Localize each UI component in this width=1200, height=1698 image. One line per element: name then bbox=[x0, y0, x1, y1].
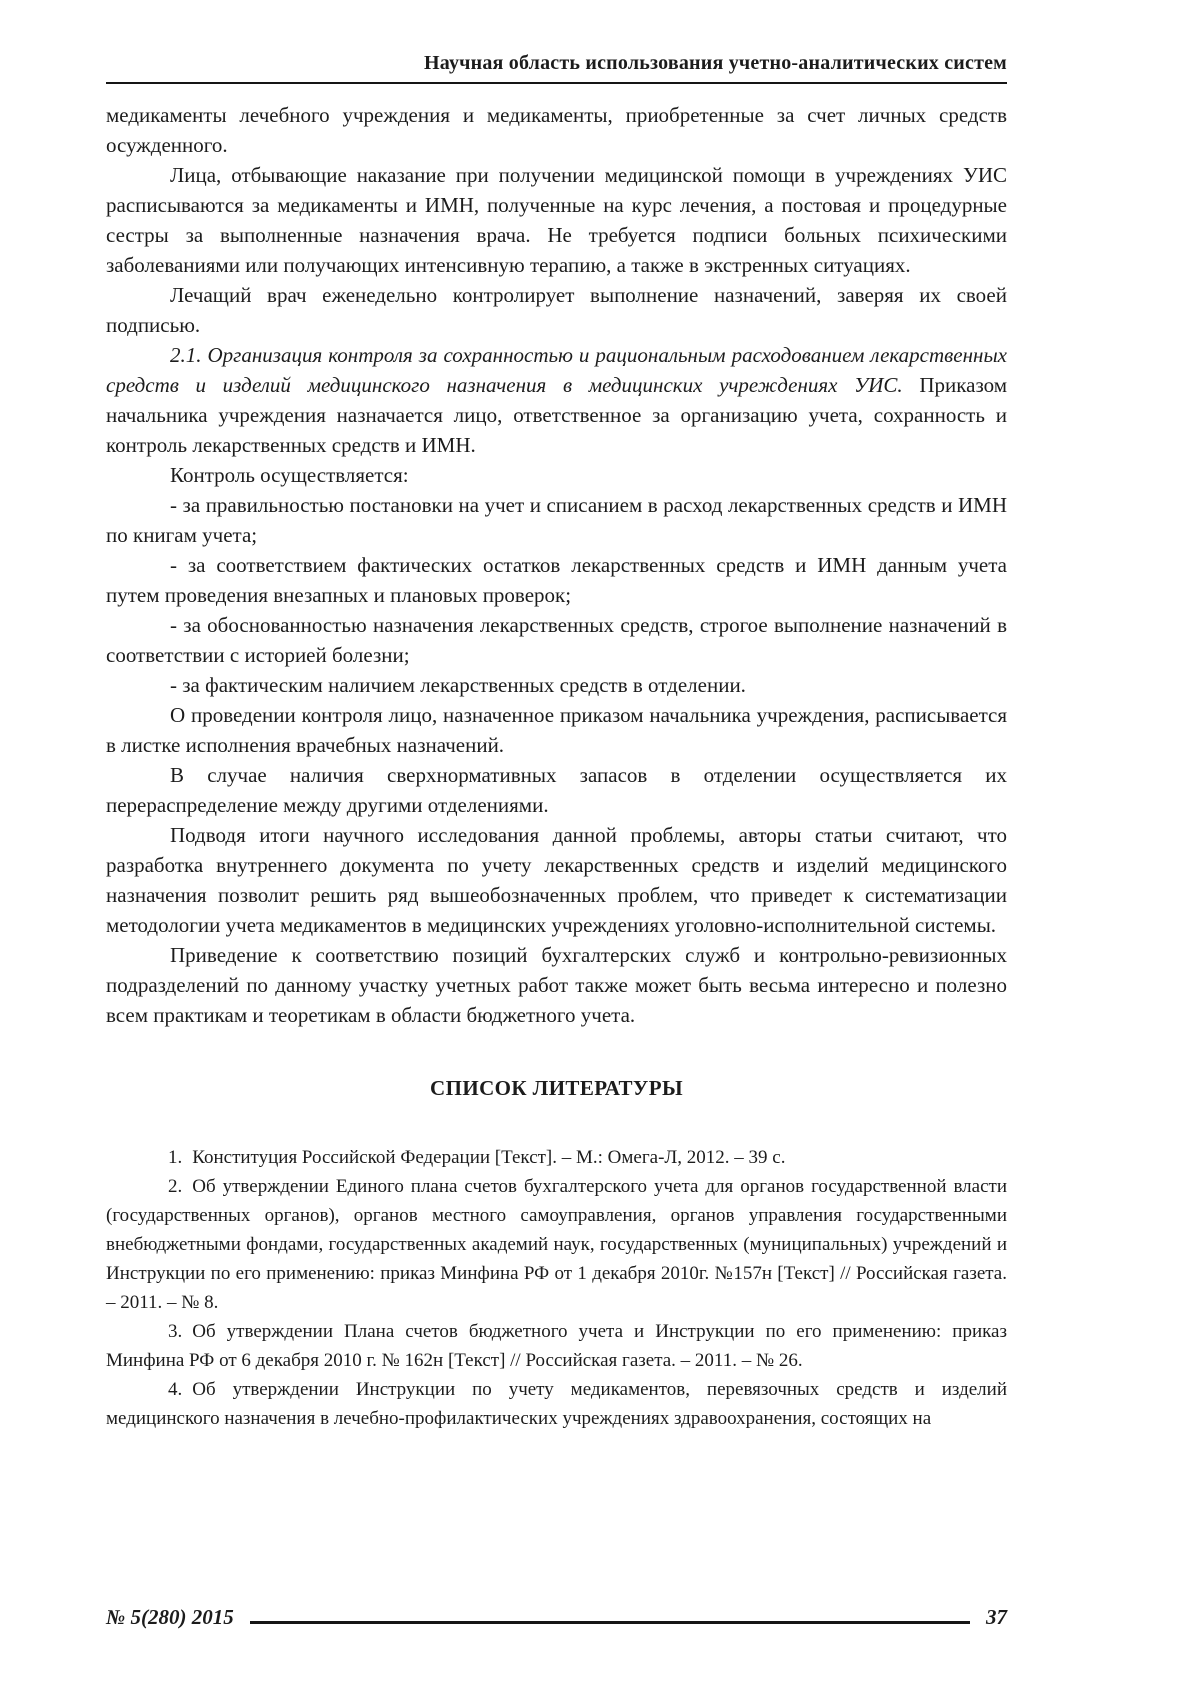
paragraph: Лечащий врач еженедельно контролирует выполнение назначений, заверяя их своей подписью. bbox=[106, 283, 1007, 337]
running-header-title: Научная область использования учетно-аналитических систем bbox=[424, 52, 1007, 74]
paragraph-section-2-1 bbox=[106, 340, 1007, 460]
reference-item bbox=[106, 1172, 1007, 1317]
reference-number: 3. bbox=[168, 1321, 183, 1342]
paragraph: О проведении контроля лицо, назначенное приказом начальника учреждения, расписывается в листке исполнения врачебных назначений. bbox=[106, 703, 1007, 757]
reference-text: Конституция Российской Федерации [Текст]. – М.: Омега-Л, 2012. – 39 с. bbox=[192, 1147, 786, 1168]
paragraph: Подводя итоги научного исследования данной проблемы, авторы статьи считают, что разработка внутреннего документа по учету лекарственных средств и изделий медицинского назначения позволит решить ряд вышеобозначенных проблем, что приведет к систематизации методологии учета медикаментов в медицинских учреждениях уголовно-исполнительной системы. bbox=[106, 823, 1007, 937]
reference-number: 2. bbox=[168, 1176, 183, 1197]
list-item-dash: - за фактическим наличием лекарственных средств в отделении. bbox=[170, 673, 746, 697]
paragraph: Лица, отбывающие наказание при получении медицинской помощи в учреждениях УИС расписываются за медикаменты и ИМН, полученные на курс лечения, а постовая и процедурные сестры за выполненные назначения врача. Не требуется подписи больных психическими заболеваниями или получающих интенсивную терапию, а также в экстренных ситуациях. bbox=[106, 163, 1007, 277]
references-list bbox=[106, 1143, 1007, 1433]
reference-text: Об утверждении Инструкции по учету медикаментов, перевязочных средств и изделий медицинского назначения в лечебно-профилактических учреждениях здравоохранения, состоящих на bbox=[106, 1379, 1007, 1429]
section-2-1-title: 2.1. Организация контроля за сохранностью и рациональным расходованием лекарственных средств и изделий медицинского назначения в медицинских учреждениях УИС. bbox=[106, 343, 1007, 397]
paragraph: В случае наличия сверхнормативных запасов в отделении осуществляется их перераспределение между другими отделениями. bbox=[106, 763, 1007, 817]
list-item-dash: - за соответствием фактических остатков лекарственных средств и ИМН данным учета путем проведения внезапных и плановых проверок; bbox=[106, 553, 1007, 607]
paragraph: Контроль осуществляется: bbox=[170, 463, 409, 487]
reference-text: Об утверждении Единого плана счетов бухгалтерского учета для органов государственной власти (государственных органов), органов местного самоуправления, органов управления государственными внебюджетными фондами, государственных академий наук, государственных (муниципальных) учреждений и Инструкции по его применению: приказ Минфина РФ от 1 декабря 2010г. №157н [Текст] // Российская газета. – 2011. – № 8. bbox=[106, 1176, 1007, 1313]
paragraph: Приведение к соответствию позиций бухгалтерских служб и контрольно-ревизионных подразделений по данному участку учетных работ также может быть весьма интересно и полезно всем практикам и теоретикам в области бюджетного учета. bbox=[106, 943, 1007, 1027]
reference-text: Об утверждении Плана счетов бюджетного учета и Инструкции по его применению: приказ Минфина РФ от 6 декабря 2010 г. № 162н [Текст] // Российская газета. – 2011. – № 26. bbox=[106, 1321, 1007, 1371]
reference-number: 1. bbox=[168, 1147, 183, 1168]
article-body bbox=[106, 100, 1007, 1030]
reference-item bbox=[106, 1143, 1007, 1172]
list-item-dash: - за правильностью постановки на учет и списанием в расход лекарственных средств и ИМН по книгам учета; bbox=[106, 493, 1007, 547]
section-2-1-continuation: Приказом начальника учреждения назначается лицо, ответственное за организацию учета, сохранность и контроль лекарственных средств и ИМН. bbox=[106, 373, 1008, 457]
reference-number: 4. bbox=[168, 1379, 183, 1400]
page-footer bbox=[106, 1605, 1007, 1630]
footer-rule bbox=[250, 1621, 970, 1624]
bibliography-heading: СПИСОК ЛИТЕРАТУРЫ bbox=[430, 1076, 683, 1100]
running-header bbox=[106, 52, 1007, 84]
reference-item bbox=[106, 1375, 1007, 1433]
page-number: 37 bbox=[986, 1605, 1007, 1629]
reference-item bbox=[106, 1317, 1007, 1375]
paragraph-continued: медикаменты лечебного учреждения и медикаменты, приобретенные за счет личных средств осужденного. bbox=[106, 103, 1007, 157]
issue-label: № 5(280) 2015 bbox=[106, 1605, 234, 1629]
list-item-dash: - за обоснованностью назначения лекарственных средств, строгое выполнение назначений в соответствии с историей болезни; bbox=[106, 613, 1007, 667]
